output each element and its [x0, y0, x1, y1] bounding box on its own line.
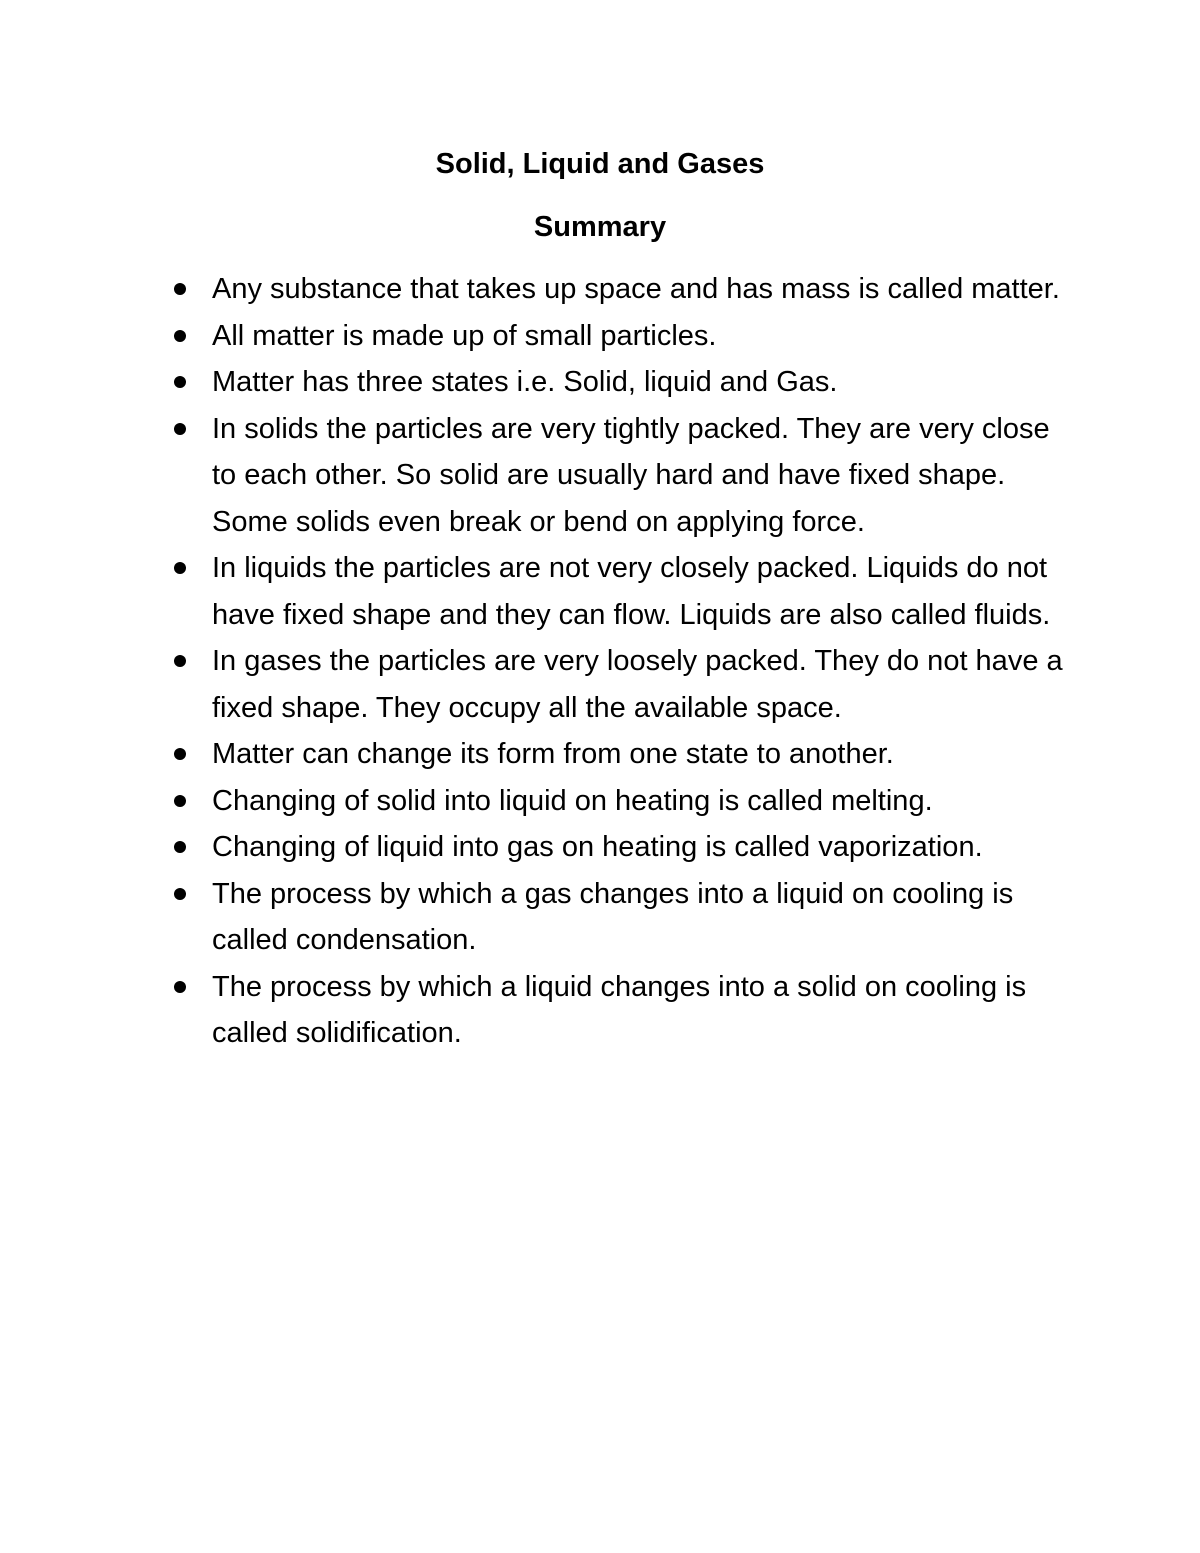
bullet-dot-icon	[174, 283, 186, 295]
list-item-text: All matter is made up of small particles.	[212, 319, 717, 352]
list-item	[212, 545, 1072, 638]
list-item	[212, 638, 1072, 731]
list-item-text: In solids the particles are very tightly packed. They are very close to each other. So solid are usually hard and have fixed shape. Some solids even break or bend on applying force.	[212, 412, 1050, 538]
list-item-text: Any substance that takes up space and has mass is called matter.	[212, 273, 1060, 305]
list-item	[212, 406, 1072, 546]
list-item-text: Changing of liquid into gas on heating is called vaporization.	[212, 831, 983, 863]
bullet-dot-icon	[174, 748, 186, 760]
bullet-dot-icon	[174, 888, 186, 900]
list-item	[212, 871, 1072, 964]
list-item	[212, 824, 1072, 871]
bullet-dot-icon	[174, 981, 186, 993]
summary-bullet-list	[212, 266, 1072, 1057]
document-subtitle: Summary	[533, 211, 667, 243]
list-item-text: Matter can change its form from one state to another.	[212, 738, 894, 770]
document-title: Solid, Liquid and Gases	[435, 148, 765, 180]
bullet-dot-icon	[174, 562, 186, 574]
list-item-text: The process by which a liquid changes into a solid on cooling is called solidification.	[212, 970, 1027, 1049]
bullet-dot-icon	[174, 330, 186, 342]
bullet-dot-icon	[174, 841, 186, 853]
list-item	[212, 313, 1072, 360]
list-item-text: Changing of solid into liquid on heating is called melting.	[212, 784, 933, 817]
list-item	[212, 266, 1072, 313]
bullet-dot-icon	[174, 423, 186, 435]
list-item	[212, 359, 1072, 406]
bullet-dot-icon	[174, 795, 186, 807]
list-item-text: In liquids the particles are not very closely packed. Liquids do not have fixed shape and they can flow. Liquids are also called fluids.	[212, 552, 1051, 631]
list-item-text: The process by which a gas changes into a liquid on cooling is called condensation.	[212, 877, 1014, 956]
list-item	[212, 731, 1072, 778]
bullet-dot-icon	[174, 376, 186, 388]
bullet-dot-icon	[174, 655, 186, 667]
list-item-text: In gases the particles are very loosely packed. They do not have a fixed shape. They occupy all the available space.	[212, 645, 1063, 724]
list-item-text: Matter has three states i.e. Solid, liquid and Gas.	[212, 366, 838, 398]
list-item	[212, 778, 1072, 825]
list-item	[212, 964, 1072, 1057]
